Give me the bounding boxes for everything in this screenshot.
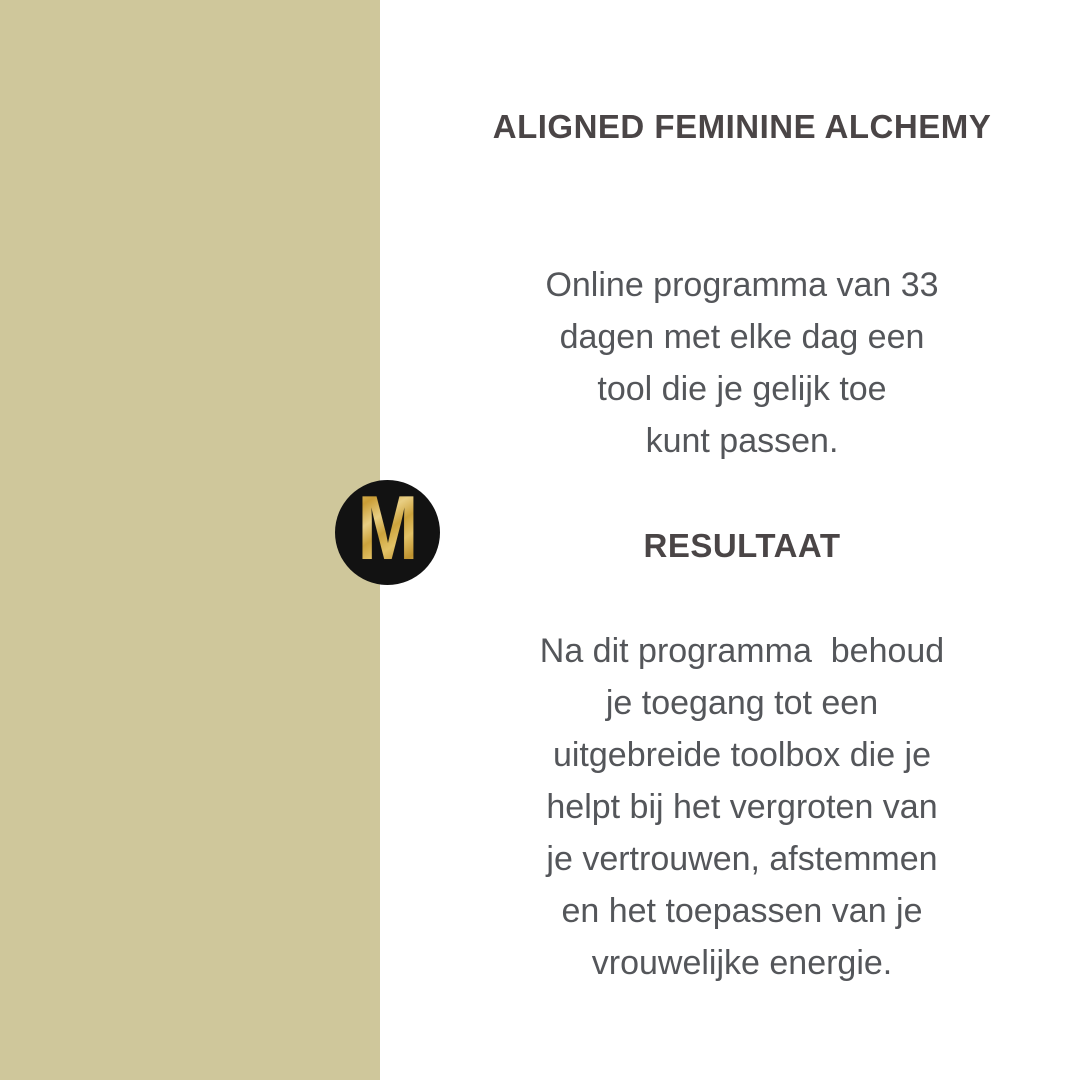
program-description-line: Online programma van 33 [545, 266, 939, 304]
result-description-line: vrouwelijke energie. [591, 944, 893, 982]
result-description-line: en het toepassen van je [561, 892, 923, 930]
result-description-line: je vertrouwen, afstemmen [546, 840, 938, 878]
result-heading: RESULTAAT [643, 527, 841, 564]
result-description-line: je toegang tot een [605, 684, 879, 722]
accent-column [0, 0, 380, 1080]
program-description-line: dagen met elke dag een [559, 318, 925, 356]
result-description-line: uitgebreide toolbox die je [552, 736, 932, 774]
result-description-line: helpt bij het vergroten van [546, 788, 938, 826]
program-description-line: kunt passen. [645, 422, 839, 460]
program-description-line: tool die je gelijk toe [597, 370, 887, 408]
program-title [392, 101, 1080, 153]
brand-monogram-m: M [357, 483, 418, 582]
result-description-line: Na dit programma behoud [539, 632, 945, 670]
program-description [392, 259, 1080, 467]
content-panel [392, 0, 1080, 1080]
result-description [392, 625, 1080, 989]
program-title-text: ALIGNED FEMININE ALCHEMY [492, 108, 992, 145]
